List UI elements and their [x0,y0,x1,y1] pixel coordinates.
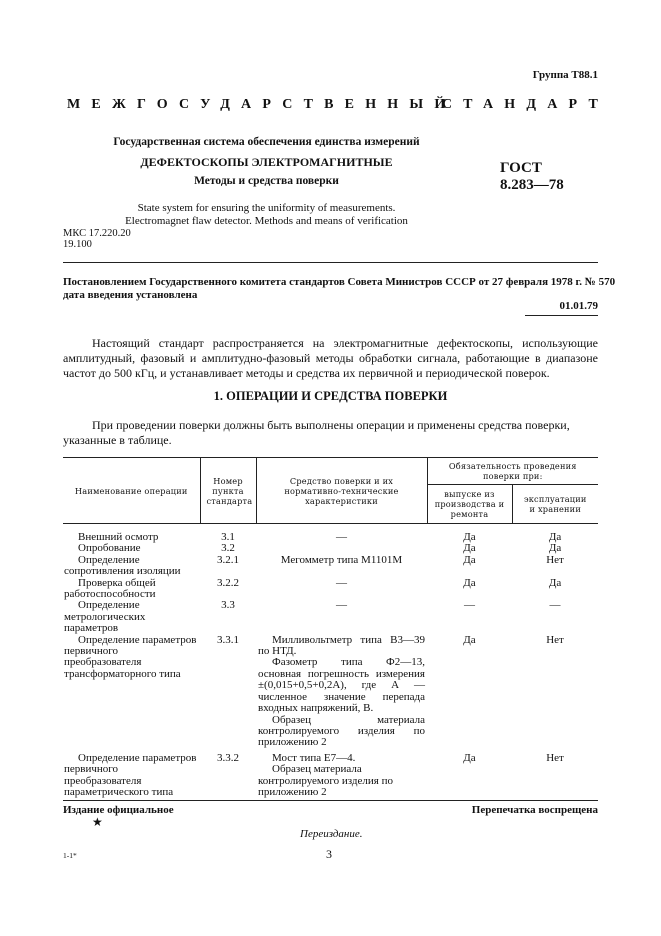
cell-clause: 3.3.2 [217,751,239,764]
system-name: Государственная система обеспечения единства измерений [113,136,420,148]
table-row [63,635,598,749]
cell-exploitation: Нет [546,553,564,566]
mks-line2: 19.100 [63,239,92,250]
introduction-date: 01.01.79 [559,300,598,312]
header-operation: Наименование операции [63,458,200,524]
means-part: Милливольтметр типа В3—39 по НТД. [258,633,425,658]
cell-operation: Определение параметров первичного преобразователя параметрического типа [64,751,197,798]
cell-clause: 3.1 [221,531,235,543]
gost-number: 8.283—78 [500,177,564,193]
gost-label: ГОСТ [500,160,542,176]
cell-release: Да [463,553,476,566]
cell-means: — [336,531,347,543]
cell-operation: Определение параметров первичного преобразователя трансформаторного типа [64,633,197,680]
print-mark: 1-1* [63,851,77,860]
mks-codes [63,228,131,250]
cell-release: — [464,599,475,612]
decree-line2: дата введения установлена [63,289,198,301]
document-subtitle: Методы и средства поверки [194,175,339,187]
header-release: выпуске из производства и ремонта [427,485,512,524]
cell-release: Да [463,576,476,589]
header-means: Средство поверки и их нормативно-технические характеристики [256,458,427,524]
cell-exploitation: Да [548,531,562,543]
header-clause: Номер пункта стандарта [200,458,256,524]
cell-clause: 3.2.2 [217,576,239,589]
cell-exploitation: Да [548,542,562,555]
divider-bottom [63,800,598,801]
cell-means: — [336,599,347,612]
means-part: Образец материала контролируемого изделия по приложению 2 [258,763,393,798]
reissue-note: Переиздание. [300,828,363,840]
cell-clause: 3.3 [221,599,235,612]
intro-paragraph: Настоящий стандарт распространяется на электромагнитные дефектоскопы, использующие амплитудный, фазовый и амплитудно-фазовый методы обработки сигнала, работающие в диапазоне частот до 500 кГц, и устанавливает методы и средства их первичной и периодической поверок. [63,336,598,380]
table-row [63,555,598,578]
header-obligatory: Обязательность проведения поверки при: [427,458,598,485]
date-underline [525,315,598,316]
cell-operation: Внешний осмотр [78,531,159,543]
cell-operation: Определение сопротивления изоляции [64,553,181,578]
cell-clause: 3.3.1 [217,633,239,646]
group-code: Группа Т88.1 [532,69,598,81]
cell-operation: Опробование [78,542,141,555]
banner-right: СТАНДАРТ [441,97,609,112]
cell-release: Да [463,633,476,646]
english-title-line1: State system for ensuring the uniformity of measurements. [137,202,396,214]
cell-clause: 3.2 [221,542,235,555]
means-part: Мост типа Е7—4. [272,751,356,764]
cell-exploitation: — [549,599,561,612]
cell-exploitation: Нет [546,633,564,646]
section-paragraph: При проведении поверки должны быть выполнены операции и применены средства поверки, указанные в таблице. [63,418,570,447]
header-exploitation: эксплуатации и хранении [512,485,598,524]
means-part: Фазометр типа Ф2—13, основная погрешность измерения ±(0,015+0,5+0,2А), где А — численное значение перепада входных напряжений, В. [258,656,425,715]
cell-release: Да [463,751,476,764]
cell-release: Да [463,542,476,555]
cell-means [256,749,427,799]
table-row [63,600,598,634]
section-heading: 1. ОПЕРАЦИИ И СРЕДСТВА ПОВЕРКИ [213,389,448,403]
cell-exploitation: Да [548,576,562,589]
document-title: ДЕФЕКТОСКОПЫ ЭЛЕКТРОМАГНИТНЫЕ [140,155,393,169]
decree-line1: Постановлением Государственного комитета стандартов Совета Министров СССР от 27 февраля 1978 г. № 570 [63,276,616,288]
cell-release: Да [463,531,476,543]
divider-top [63,262,598,263]
banner-left: МЕЖГОСУДАРСТВЕННЫЙ [67,97,457,112]
reprint-prohibited: Перепечатка воспрещена [471,804,598,816]
verification-table [63,457,598,798]
gost-designation [500,160,564,194]
mks-line1: МКС 17.220.20 [63,228,131,239]
decree [63,276,615,302]
cell-means: Мегомметр типа М1101М [280,553,403,566]
cell-exploitation: Нет [546,751,564,764]
page-number: 3 [326,847,332,861]
table-row [63,524,598,544]
table-row [63,749,598,799]
official-edition: Издание официальное [63,804,174,816]
cell-operation: Проверка общей работоспособности [64,576,156,601]
means-part: Образец материала контролируемого изделия по приложению 2 [258,713,425,749]
english-title-line2: Electromagnet flaw detector. Methods and means of verification [125,215,408,227]
cell-operation: Определение метрологических параметров [64,599,146,635]
cell-means: — [336,576,347,589]
table-row [63,578,598,601]
cell-clause: 3.2.1 [217,553,239,566]
star-icon: ★ [92,815,103,829]
cell-means [256,635,427,749]
